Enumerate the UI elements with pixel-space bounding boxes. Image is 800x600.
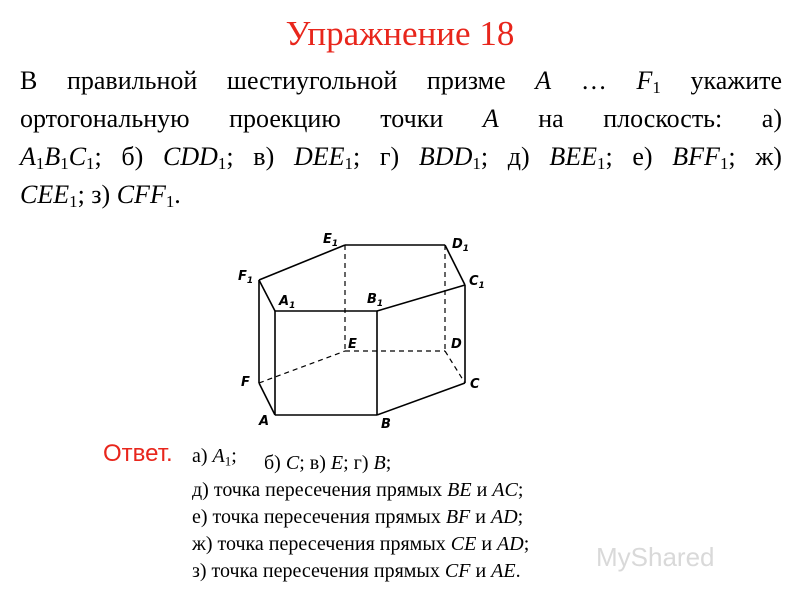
vertex-label-B: B	[381, 417, 391, 432]
answer-a: а) $A_1$;	[192, 445, 237, 469]
edge-DC	[445, 351, 465, 383]
vertex-label-D: D	[451, 337, 462, 352]
vertex-label-C1: $C_1$	[469, 274, 485, 291]
vertex-label-D1: $D_1$	[452, 237, 470, 254]
vertex-label-A: A	[259, 414, 270, 429]
edge-BC	[377, 383, 465, 415]
edge-A1F1	[259, 280, 275, 311]
vertex-label-B1: $B_1$	[367, 292, 384, 309]
edge-C1B1	[377, 285, 465, 311]
vertex-label-A1: $A_1$	[279, 294, 296, 311]
problem-line-4: $CEE_1$; з) $CFF_1$.	[20, 180, 181, 212]
problem-line-3: $A_1B_1C_1$; б) $CDD_1$; в) $DEE_1$; г) $BDD_1$; д) $BEE_1$; е) $BFF_1$; ж)	[20, 142, 782, 174]
answer-b-c-g: б) C; в) E; г) B;	[264, 452, 392, 474]
answer-d: д) точка пересечения прямых BE и AC;	[192, 479, 524, 501]
answer-zh: ж) точка пересечения прямых CE и AD;	[192, 533, 530, 555]
exercise-title: Упражнение 18	[285, 14, 515, 53]
vertex-label-F1: $F_1$	[238, 269, 254, 286]
edge-FA	[259, 383, 275, 415]
vertex-label-E1: $E_1$	[323, 232, 339, 249]
edge-F1E1	[259, 245, 345, 280]
edge-FE	[259, 351, 345, 383]
hidden-edges	[259, 245, 465, 383]
vertex-label-C: C	[470, 377, 480, 392]
answer-label: Ответ.	[103, 440, 173, 467]
answer-z: з) точка пересечения прямых CF и AE.	[192, 560, 521, 582]
prism-edges	[259, 245, 465, 415]
vertex-label-E: E	[348, 337, 357, 352]
problem-line-2: ортогональную проекцию точки A на плоскость: а)	[20, 104, 783, 133]
problem-line-1: В правильной шестиугольной призме A … $F_1$ укажите	[20, 66, 783, 98]
vertex-label-F: F	[241, 375, 250, 390]
answer-e: е) точка пересечения прямых BF и AD;	[192, 506, 524, 528]
watermark-text: MyShared	[596, 542, 715, 572]
